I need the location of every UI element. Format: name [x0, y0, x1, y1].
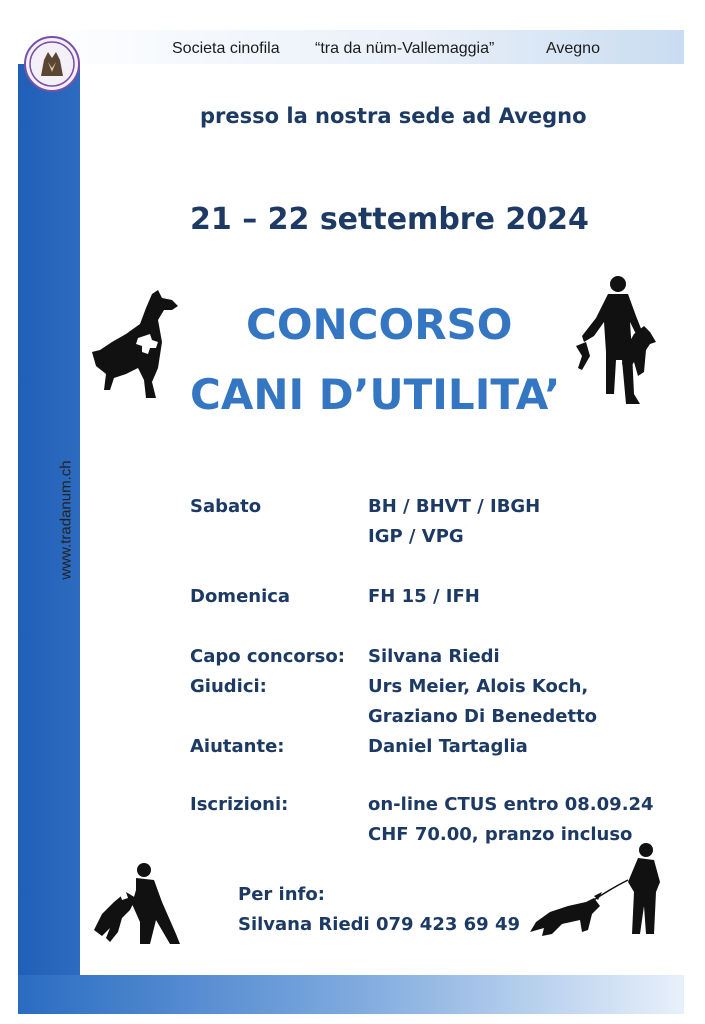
capo-concorso-value: Silvana Riedi [368, 646, 500, 667]
domenica-value: FH 15 / IFH [368, 586, 480, 607]
iscrizioni-label: Iscrizioni: [190, 794, 289, 815]
contact-value: Silvana Riedi 079 423 69 49 [238, 914, 521, 935]
contact-label: Per info: [238, 884, 325, 905]
capo-concorso-label: Capo concorso: [190, 646, 345, 667]
title-line-2: CANI D’UTILITA’ [190, 370, 561, 419]
iscrizioni-value-2: CHF 70.00, pranzo incluso [368, 824, 633, 845]
giudici-label: Giudici: [190, 676, 267, 697]
giudici-value-2: Graziano Di Benedetto [368, 706, 598, 727]
aiutante-value: Daniel Tartaglia [368, 736, 528, 757]
sabato-value-1: BH / BHVT / IBGH [368, 496, 541, 517]
aiutante-label: Aiutante: [190, 736, 285, 757]
subtitle: presso la nostra sede ad Avegno [200, 104, 587, 128]
event-date: 21 – 22 settembre 2024 [190, 202, 589, 237]
header-location: Avegno [546, 40, 600, 57]
rescue-dog-icon [92, 290, 184, 402]
sabato-label: Sabato [190, 496, 262, 517]
iscrizioni-value-1: on-line CTUS entro 08.09.24 [368, 794, 654, 815]
club-logo [24, 36, 80, 92]
header-club: Societa cinofila [172, 40, 280, 57]
domenica-label: Domenica [190, 586, 291, 607]
header-club-name: “tra da nüm-Vallemaggia” [315, 40, 495, 57]
giudici-value-1: Urs Meier, Alois Koch, [368, 676, 589, 697]
protection-work-icon [92, 862, 184, 948]
title-line-1: CONCORSO [246, 300, 513, 349]
tracking-dog-handler-icon [528, 840, 668, 940]
frame-bottom-band [18, 975, 684, 1014]
side-website: www.tradanum.ch [57, 460, 75, 580]
sabato-value-2: IGP / VPG [368, 526, 464, 547]
handler-with-dog-icon [574, 276, 658, 408]
club-logo-icon [26, 38, 78, 90]
